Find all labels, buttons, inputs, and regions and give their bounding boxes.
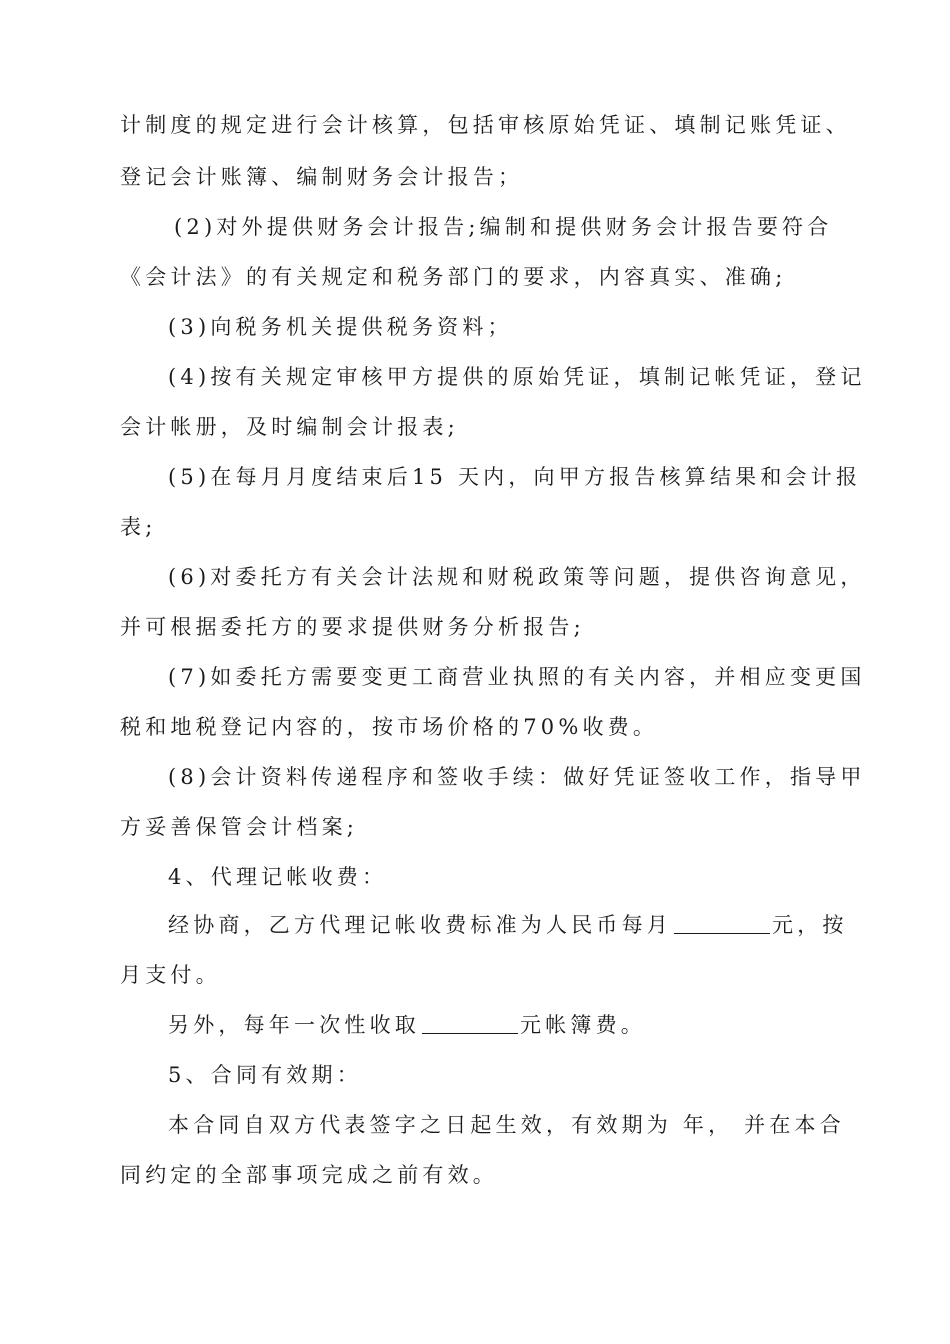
text-line: (2)对外提供财务会计报告;编制和提供财务会计报告要符合: [174, 215, 833, 239]
book-fee-after: 元帐簿费。: [520, 1013, 646, 1037]
text-line: 方妥善保管会计档案;: [120, 815, 359, 839]
text-line: 《会计法》的有关规定和税务部门的要求，内容真实、准确;: [120, 265, 787, 289]
text-line: (7)如委托方需要变更工商营业执照的有关内容，并相应变更国: [168, 665, 866, 689]
text-line: 并可根据委托方的要求提供财务分析报告;: [120, 615, 585, 639]
book-fee-line: [168, 1005, 840, 1045]
fee-line-after: 元，按: [772, 913, 848, 937]
book-fee-before: 另外，每年一次性收取: [168, 1013, 420, 1037]
text-line: 计制度的规定进行会计核算，包括审核原始凭证、填制记账凭证、: [120, 113, 851, 137]
text-line: 税和地税登记内容的，按市场价格的70%收费。: [120, 715, 659, 739]
fee-line-before: 经协商，乙方代理记帐收费标准为人民币每月: [168, 913, 672, 937]
text-line: (3)向税务机关提供税务资料；: [168, 315, 513, 339]
section-heading: 5、合同有效期：: [168, 1063, 362, 1087]
text-line: (8)会计资料传递程序和签收手续：做好凭证签收工作，指导甲: [168, 765, 866, 789]
text-line: 表;: [120, 515, 157, 539]
text-line: 同约定的全部事项完成之前有效。: [120, 1163, 498, 1187]
text-line: (4)按有关规定审核甲方提供的原始凭证，填制记帐凭证，登记: [168, 365, 866, 389]
text-line: 会计帐册，及时编制会计报表;: [120, 415, 459, 439]
text-line: (5)在每月月度结束后15 天内，向甲方报告核算结果和会计报: [168, 465, 862, 489]
text-line: 月支付。: [120, 963, 221, 987]
book-fee-blank: [422, 1011, 518, 1034]
text-line: (6)对委托方有关会计法规和财税政策等问题，提供咨询意见，: [168, 565, 866, 589]
fee-line: [168, 905, 848, 945]
text-line: 本合同自双方代表签字之日起生效，有效期为 年， 并在本合: [168, 1113, 845, 1137]
fee-blank: [674, 911, 770, 934]
section-heading: 4、代理记帐收费：: [168, 865, 388, 889]
text-line: 登记会计账簿、编制财务会计报告；: [120, 165, 524, 189]
